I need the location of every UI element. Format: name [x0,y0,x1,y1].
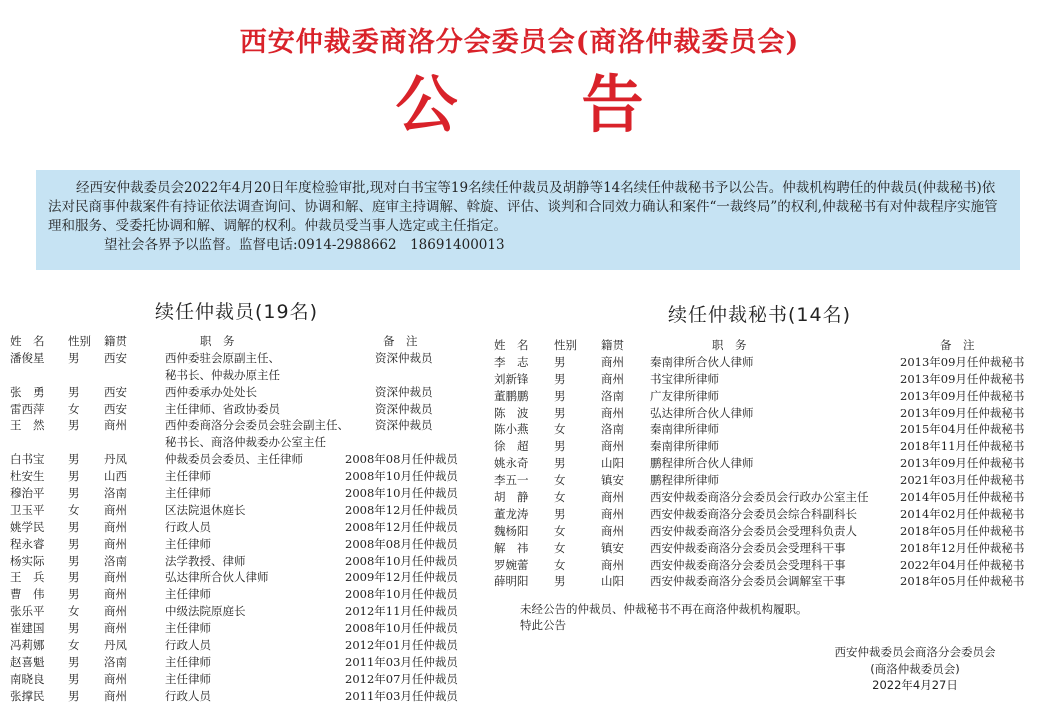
table-cell: 西安仲裁委商洛分会委员会受理科干事 [650,540,846,555]
table-row [0,654,520,671]
table-cell: 山阳 [601,574,624,589]
table-cell: 山阳 [601,456,624,471]
table-cell: 男 [68,553,80,568]
table-cell: 西安 [104,401,127,416]
table-cell: 男 [554,439,566,454]
table-cell: 主任律师 [165,671,211,686]
table-row [0,489,1039,506]
table-cell: 2013年09月任仲裁秘书 [900,405,1025,420]
table-cell: 主任律师 [165,587,211,602]
table-row [0,688,520,705]
table-cell: 赵喜魁 [10,654,45,669]
table-cell: 资深仲裁员 [375,401,433,416]
table-cell: 仲裁委员会委员、主任律师 [165,452,303,467]
table-cell: 商州 [104,621,127,636]
table-row [0,557,1039,574]
table-cell: 资深仲裁员 [375,350,433,365]
table-cell: 2008年12月任仲裁员 [345,519,458,534]
table-cell: 商州 [104,519,127,534]
table-row [0,421,1039,438]
table-cell: 2013年09月任仲裁秘书 [900,456,1025,471]
table-cell: 书宝律所律师 [650,371,719,386]
table-cell: 2008年10月任仲裁员 [345,553,458,568]
table-cell: 徐 超 [494,439,529,454]
table-cell: 刘新锋 [494,371,529,386]
table-cell: 男 [68,536,80,551]
secretaries-title: 续任仲裁秘书(14名) [668,304,852,326]
table-cell: 男 [68,587,80,602]
table-cell: 2013年09月任仲裁秘书 [900,371,1025,386]
table-cell: 2012年07月任仲裁员 [345,671,458,686]
table-cell: 魏杨阳 [494,523,529,538]
table-cell: 男 [68,688,80,703]
table-cell: 广友律所律师 [650,388,719,403]
footnote-line: 未经公告的仲裁员、仲裁秘书不再在商洛仲裁机构履职。 [520,602,808,616]
column-header: 备 注 [383,334,418,348]
column-header: 职 务 [712,338,747,352]
table-cell: 丹凤 [104,638,127,653]
table-cell: 2018年11月任仲裁秘书 [900,439,1025,454]
table-cell: 丹凤 [104,452,127,467]
table-cell: 雷西萍 [10,401,45,416]
table-cell: 洛南 [104,486,127,501]
table-cell: 主任律师 [165,536,211,551]
table-cell: 女 [68,401,80,416]
intro-box [36,170,1020,270]
table-cell: 主任律师 [165,621,211,636]
table-cell: 西仲委商洛分会委员会驻会副主任、 [165,418,349,433]
table-header [0,337,1039,354]
table-cell: 2011年03月任仲裁员 [345,688,458,703]
table-row [0,455,1039,472]
table-cell: 女 [554,490,566,505]
table-cell: 商州 [104,604,127,619]
table-cell: 解 祎 [494,540,529,555]
table-cell: 西安仲裁委商洛分会委员会综合科副科长 [650,506,857,521]
table-cell: 男 [68,654,80,669]
table-cell: 穆治平 [10,486,45,501]
table-cell: 商州 [601,557,624,572]
table-cell: 秘书长、仲裁办原主任 [165,367,280,382]
table-cell: 女 [68,604,80,619]
table-cell: 秦南律所律师 [650,422,719,437]
table-row [0,620,520,637]
table-cell: 2008年08月任仲裁员 [345,452,458,467]
table-row [0,637,520,654]
table-cell: 白书宝 [10,452,45,467]
table-cell: 洛南 [104,553,127,568]
table-cell: 男 [554,354,566,369]
notice-char-2: 告 [581,68,644,141]
table-cell: 弘达律所合伙人律师 [165,570,269,585]
table-cell: 主任律师 [165,469,211,484]
table-cell: 女 [554,473,566,488]
table-row [0,573,1039,590]
table-cell: 秦南律所合伙人律师 [650,354,754,369]
table-cell: 西安 [104,384,127,399]
secretaries-table [0,337,1039,590]
notice-char-1: 公 [395,68,458,141]
supervision-line: 望社会各界予以监督。监督电话:0914-2988662 18691400013 [104,237,505,253]
table-cell: 秦南律所律师 [650,439,719,454]
table-cell: 商州 [601,523,624,538]
table-cell: 商州 [104,671,127,686]
table-cell: 2021年03月任仲裁秘书 [900,473,1025,488]
table-cell: 杨实际 [10,553,45,568]
table-cell: 女 [554,557,566,572]
table-cell: 男 [554,405,566,420]
table-cell: 董龙涛 [494,506,529,521]
table-cell: 商州 [104,536,127,551]
table-cell: 2014年05月任仲裁秘书 [900,490,1025,505]
table-cell: 区法院退休庭长 [165,502,246,517]
table-cell: 李五一 [494,473,529,488]
table-cell: 董鹏鹏 [494,388,529,403]
table-row [0,354,1039,371]
table-cell: 2015年04月任仲裁秘书 [900,422,1025,437]
table-cell: 2008年08月任仲裁员 [345,536,458,551]
table-cell: 法学教授、律师 [165,553,246,568]
signature-block [810,644,1020,694]
table-cell: 商州 [601,405,624,420]
table-cell: 程永睿 [10,536,45,551]
table-cell: 崔建国 [10,621,45,636]
table-cell: 男 [68,570,80,585]
table-cell: 资深仲裁员 [375,418,433,433]
table-cell: 2022年04月任仲裁秘书 [900,557,1025,572]
table-cell: 男 [554,506,566,521]
page-title: 西安仲裁委商洛分会委员会(商洛仲裁委员会) [239,27,800,58]
table-cell: 杜安生 [10,469,45,484]
table-row [0,438,1039,455]
column-header: 籍贯 [104,334,127,348]
table-cell: 姚学民 [10,519,45,534]
table-cell: 洛南 [601,388,624,403]
table-cell: 西安仲裁委商洛分会委员会行政办公室主任 [650,490,869,505]
table-cell: 女 [68,638,80,653]
table-cell: 商州 [104,418,127,433]
table-cell: 主任律师 [165,654,211,669]
table-cell: 女 [554,540,566,555]
table-cell: 男 [68,452,80,467]
table-cell: 洛南 [104,654,127,669]
table-cell: 王 兵 [10,570,45,585]
table-cell: 西安仲裁委商洛分会委员会受理科干事 [650,557,846,572]
table-cell: 2012年01月任仲裁员 [345,638,458,653]
table-cell: 陈小燕 [494,422,529,437]
table-cell: 姚永奇 [494,456,529,471]
table-cell: 主任律师 [165,486,211,501]
table-cell: 2008年10月任仲裁员 [345,621,458,636]
table-cell: 王 然 [10,418,45,433]
table-row [0,671,520,688]
footnote [520,601,808,633]
table-cell: 2012年11月任仲裁员 [345,604,458,619]
table-cell: 薛明阳 [494,574,529,589]
table-row [0,603,520,620]
intro-paragraph: 经西安仲裁委员会2022年4月20日年度检验审批,现对白书宝等19名续任仲裁员及胡静等14名续任仲裁秘书予以公告。仲裁机构聘任的仲裁员(仲裁秘书)依法对民商事仲裁案件有持证依法调查询问、协调和解、庭审主持调解、斡旋、评估、谈判和合同效力确认和案件“一裁终局”的权利,仲裁秘书有对仲裁程序实施管理和服务、受委托协调和解、调解的权利。仲裁员受当事人选定或主任指定。 [48,180,998,234]
table-cell: 男 [554,456,566,471]
table-row [0,506,1039,523]
table-row [0,540,1039,557]
column-header: 备 注 [940,338,975,352]
table-cell: 2014年02月任仲裁秘书 [900,506,1025,521]
column-header: 姓 名 [494,338,529,352]
signature-org: 西安仲裁委员会商洛分会委员会 [834,645,996,659]
signature-date: 2022年4月27日 [872,678,958,692]
table-cell: 女 [554,422,566,437]
table-cell: 男 [68,671,80,686]
table-cell: 商州 [601,354,624,369]
notice-heading [0,70,1039,140]
table-row [0,472,1039,489]
table-cell: 男 [554,574,566,589]
table-cell: 2008年10月任仲裁员 [345,587,458,602]
table-cell: 西安仲裁委商洛分会委员会调解室干事 [650,574,846,589]
table-cell: 商州 [104,587,127,602]
table-cell: 女 [554,523,566,538]
table-cell: 镇安 [601,540,624,555]
table-cell: 陈 波 [494,405,529,420]
column-header: 性别 [554,338,577,352]
table-cell: 卫玉平 [10,502,45,517]
table-cell: 李 志 [494,354,529,369]
table-cell: 曹 伟 [10,587,45,602]
table-cell: 商州 [104,502,127,517]
table-cell: 商州 [601,439,624,454]
table-cell: 张撑民 [10,688,45,703]
table-cell: 南晓良 [10,671,45,686]
table-cell: 2008年12月任仲裁员 [345,502,458,517]
table-cell: 2008年10月任仲裁员 [345,486,458,501]
column-header: 职 务 [200,334,235,348]
table-cell: 2018年12月任仲裁秘书 [900,540,1025,555]
table-cell: 山西 [104,469,127,484]
table-cell: 女 [68,502,80,517]
table-cell: 男 [68,384,80,399]
table-cell: 弘达律所合伙人律师 [650,405,754,420]
table-cell: 主任律师、省政协委员 [165,401,280,416]
arbitrators-title: 续任仲裁员(19名) [155,301,319,323]
table-cell: 冯莉娜 [10,638,45,653]
table-cell: 2009年12月任仲裁员 [345,570,458,585]
table-cell: 鹏程律所律师 [650,473,719,488]
table-cell: 2018年05月任仲裁秘书 [900,574,1025,589]
table-cell: 西安 [104,350,127,365]
table-cell: 秘书长、商洛仲裁委办公室主任 [165,435,326,450]
footnote-line: 特此公告 [520,618,566,632]
table-cell: 罗婉蕾 [494,557,529,572]
table-cell: 男 [68,486,80,501]
table-cell: 潘俊星 [10,350,45,365]
table-cell: 西安仲裁委商洛分会委员会受理科负责人 [650,523,857,538]
table-cell: 男 [554,371,566,386]
table-cell: 2011年03月任仲裁员 [345,654,458,669]
column-header: 籍贯 [601,338,624,352]
table-cell: 西仲委驻会原副主任、 [165,350,280,365]
table-cell: 商州 [601,506,624,521]
table-cell: 张乐平 [10,604,45,619]
column-header: 姓 名 [10,334,45,348]
table-cell: 洛南 [601,422,624,437]
table-cell: 男 [68,621,80,636]
table-cell: 商州 [601,371,624,386]
table-cell: 鹏程律所合伙人律师 [650,456,754,471]
table-cell: 商州 [104,688,127,703]
table-cell: 男 [68,469,80,484]
table-cell: 行政人员 [165,638,211,653]
table-row [0,523,1039,540]
table-cell: 胡 静 [494,490,529,505]
table-cell: 中级法院原庭长 [165,604,246,619]
table-cell: 资深仲裁员 [375,384,433,399]
table-cell: 2008年10月任仲裁员 [345,469,458,484]
table-row [0,388,1039,405]
table-row [0,405,1039,422]
table-cell: 2018年05月任仲裁秘书 [900,523,1025,538]
table-cell: 行政人员 [165,519,211,534]
table-cell: 西仲委承办处处长 [165,384,257,399]
table-cell: 行政人员 [165,688,211,703]
table-cell: 2013年09月任仲裁秘书 [900,354,1025,369]
table-cell: 2013年09月任仲裁秘书 [900,388,1025,403]
table-cell: 商州 [104,570,127,585]
table-row [0,371,1039,388]
table-cell: 男 [68,519,80,534]
table-cell: 男 [68,418,80,433]
column-header: 性别 [68,334,91,348]
table-cell: 商州 [601,490,624,505]
table-cell: 男 [68,350,80,365]
table-cell: 张 勇 [10,384,45,399]
table-cell: 镇安 [601,473,624,488]
signature-org-alt: (商洛仲裁委员会) [870,661,960,676]
table-cell: 男 [554,388,566,403]
